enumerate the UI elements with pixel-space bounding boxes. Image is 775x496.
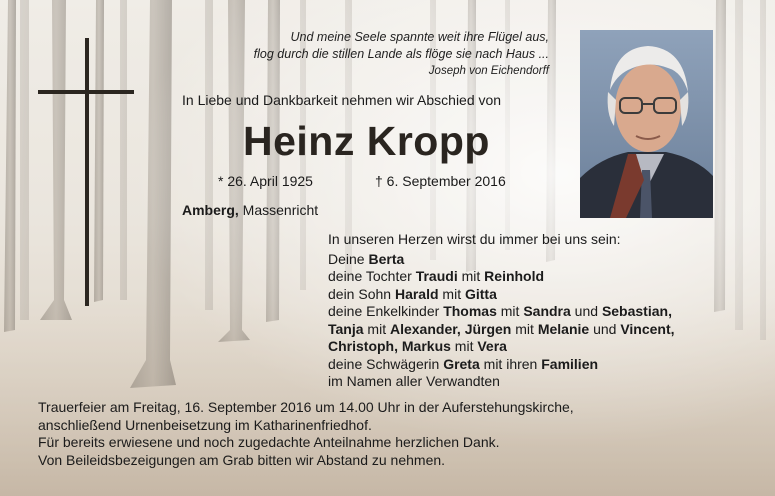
mourner-line	[328, 303, 675, 321]
mourner-text: mit	[450, 338, 478, 354]
mourner-name: Traudi	[415, 268, 458, 284]
mourner-text: Deine	[328, 250, 369, 267]
mourner-line	[328, 321, 675, 339]
mourner-name: Harald	[394, 285, 439, 302]
mourner-name: Alexander, Jürgen	[389, 320, 512, 337]
mourner-name: Vera	[477, 338, 507, 354]
birth-date: * 26. April 1925	[218, 173, 313, 189]
mourner-text: mit ihren	[479, 355, 542, 372]
mourner-text: mit	[496, 303, 524, 319]
funeral-info	[38, 399, 574, 469]
mourner-name: Thomas	[443, 303, 497, 319]
poem	[185, 29, 549, 80]
mourner-name: Familien	[541, 355, 599, 372]
residence-town: Amberg,	[182, 202, 239, 218]
funeral-info-line: Trauerfeier am Freitag, 16. September 2016 um 14.00 Uhr in der Auferstehungskirche,	[38, 399, 574, 415]
cross-icon-horizontal	[38, 90, 134, 94]
mourner-name: Sebastian,	[601, 303, 672, 319]
poem-line: flog durch die stillen Lande als flöge sie nach Haus ...	[253, 47, 549, 61]
intro-text: In Liebe und Dankbarkeit nehmen wir Abschied von	[182, 92, 502, 108]
life-dates	[218, 173, 526, 189]
mourner-line	[328, 356, 675, 374]
cross-icon-vertical	[85, 38, 89, 306]
mourner-line	[328, 268, 675, 286]
mourners-heading: In unseren Herzen wirst du immer bei uns sein:	[328, 231, 621, 247]
death-date: † 6. September 2016	[375, 173, 506, 189]
portrait-photo	[580, 30, 713, 218]
mourner-text: deine Schwägerin	[328, 355, 444, 372]
funeral-info-line: anschließend Urnenbeisetzung im Katharinenfriedhof.	[38, 416, 372, 433]
mourner-name: Christoph, Markus	[328, 338, 451, 354]
deceased-name: Heinz Kropp	[243, 118, 490, 164]
mourner-name: Tanja	[328, 320, 364, 337]
mourner-name: Greta	[443, 355, 480, 372]
mourner-line	[328, 286, 675, 304]
mourner-text: mit	[457, 268, 485, 284]
poem-line: Und meine Seele spannte weit ihre Flügel aus,	[290, 30, 549, 44]
mourner-line	[328, 338, 675, 356]
mourner-name: Reinhold	[484, 268, 545, 284]
mourner-text: mit	[438, 285, 465, 302]
funeral-info-line: Für bereits erwiesene und noch zugedachte Anteilnahme herzlichen Dank.	[38, 434, 500, 450]
mourner-name: Sandra	[523, 303, 571, 319]
mourner-text: mit	[363, 320, 390, 337]
poem-author: Joseph von Eichendorff	[428, 65, 549, 77]
mourner-name: Berta	[368, 250, 405, 267]
funeral-info-line: Von Beileidsbezeigungen am Grab bitten wir Abstand zu nehmen.	[38, 451, 446, 468]
mourner-text: deine Enkelkinder	[328, 303, 444, 319]
mourner-line	[328, 251, 675, 269]
portrait-image	[580, 30, 713, 218]
mourner-text: und	[570, 303, 602, 319]
mourner-text: dein Sohn	[328, 285, 395, 302]
mourner-text: deine Tochter	[328, 268, 416, 284]
mourner-line: im Namen aller Verwandten	[328, 373, 500, 389]
mourner-text: mit	[511, 320, 538, 337]
mourners-list	[328, 231, 675, 391]
mourner-text: und	[589, 320, 621, 337]
residence	[182, 202, 318, 218]
residence-district: Massenricht	[238, 202, 319, 218]
mourner-name: Gitta	[464, 285, 497, 302]
mourner-name: Melanie	[537, 320, 590, 337]
mourner-name: Vincent,	[620, 320, 675, 337]
